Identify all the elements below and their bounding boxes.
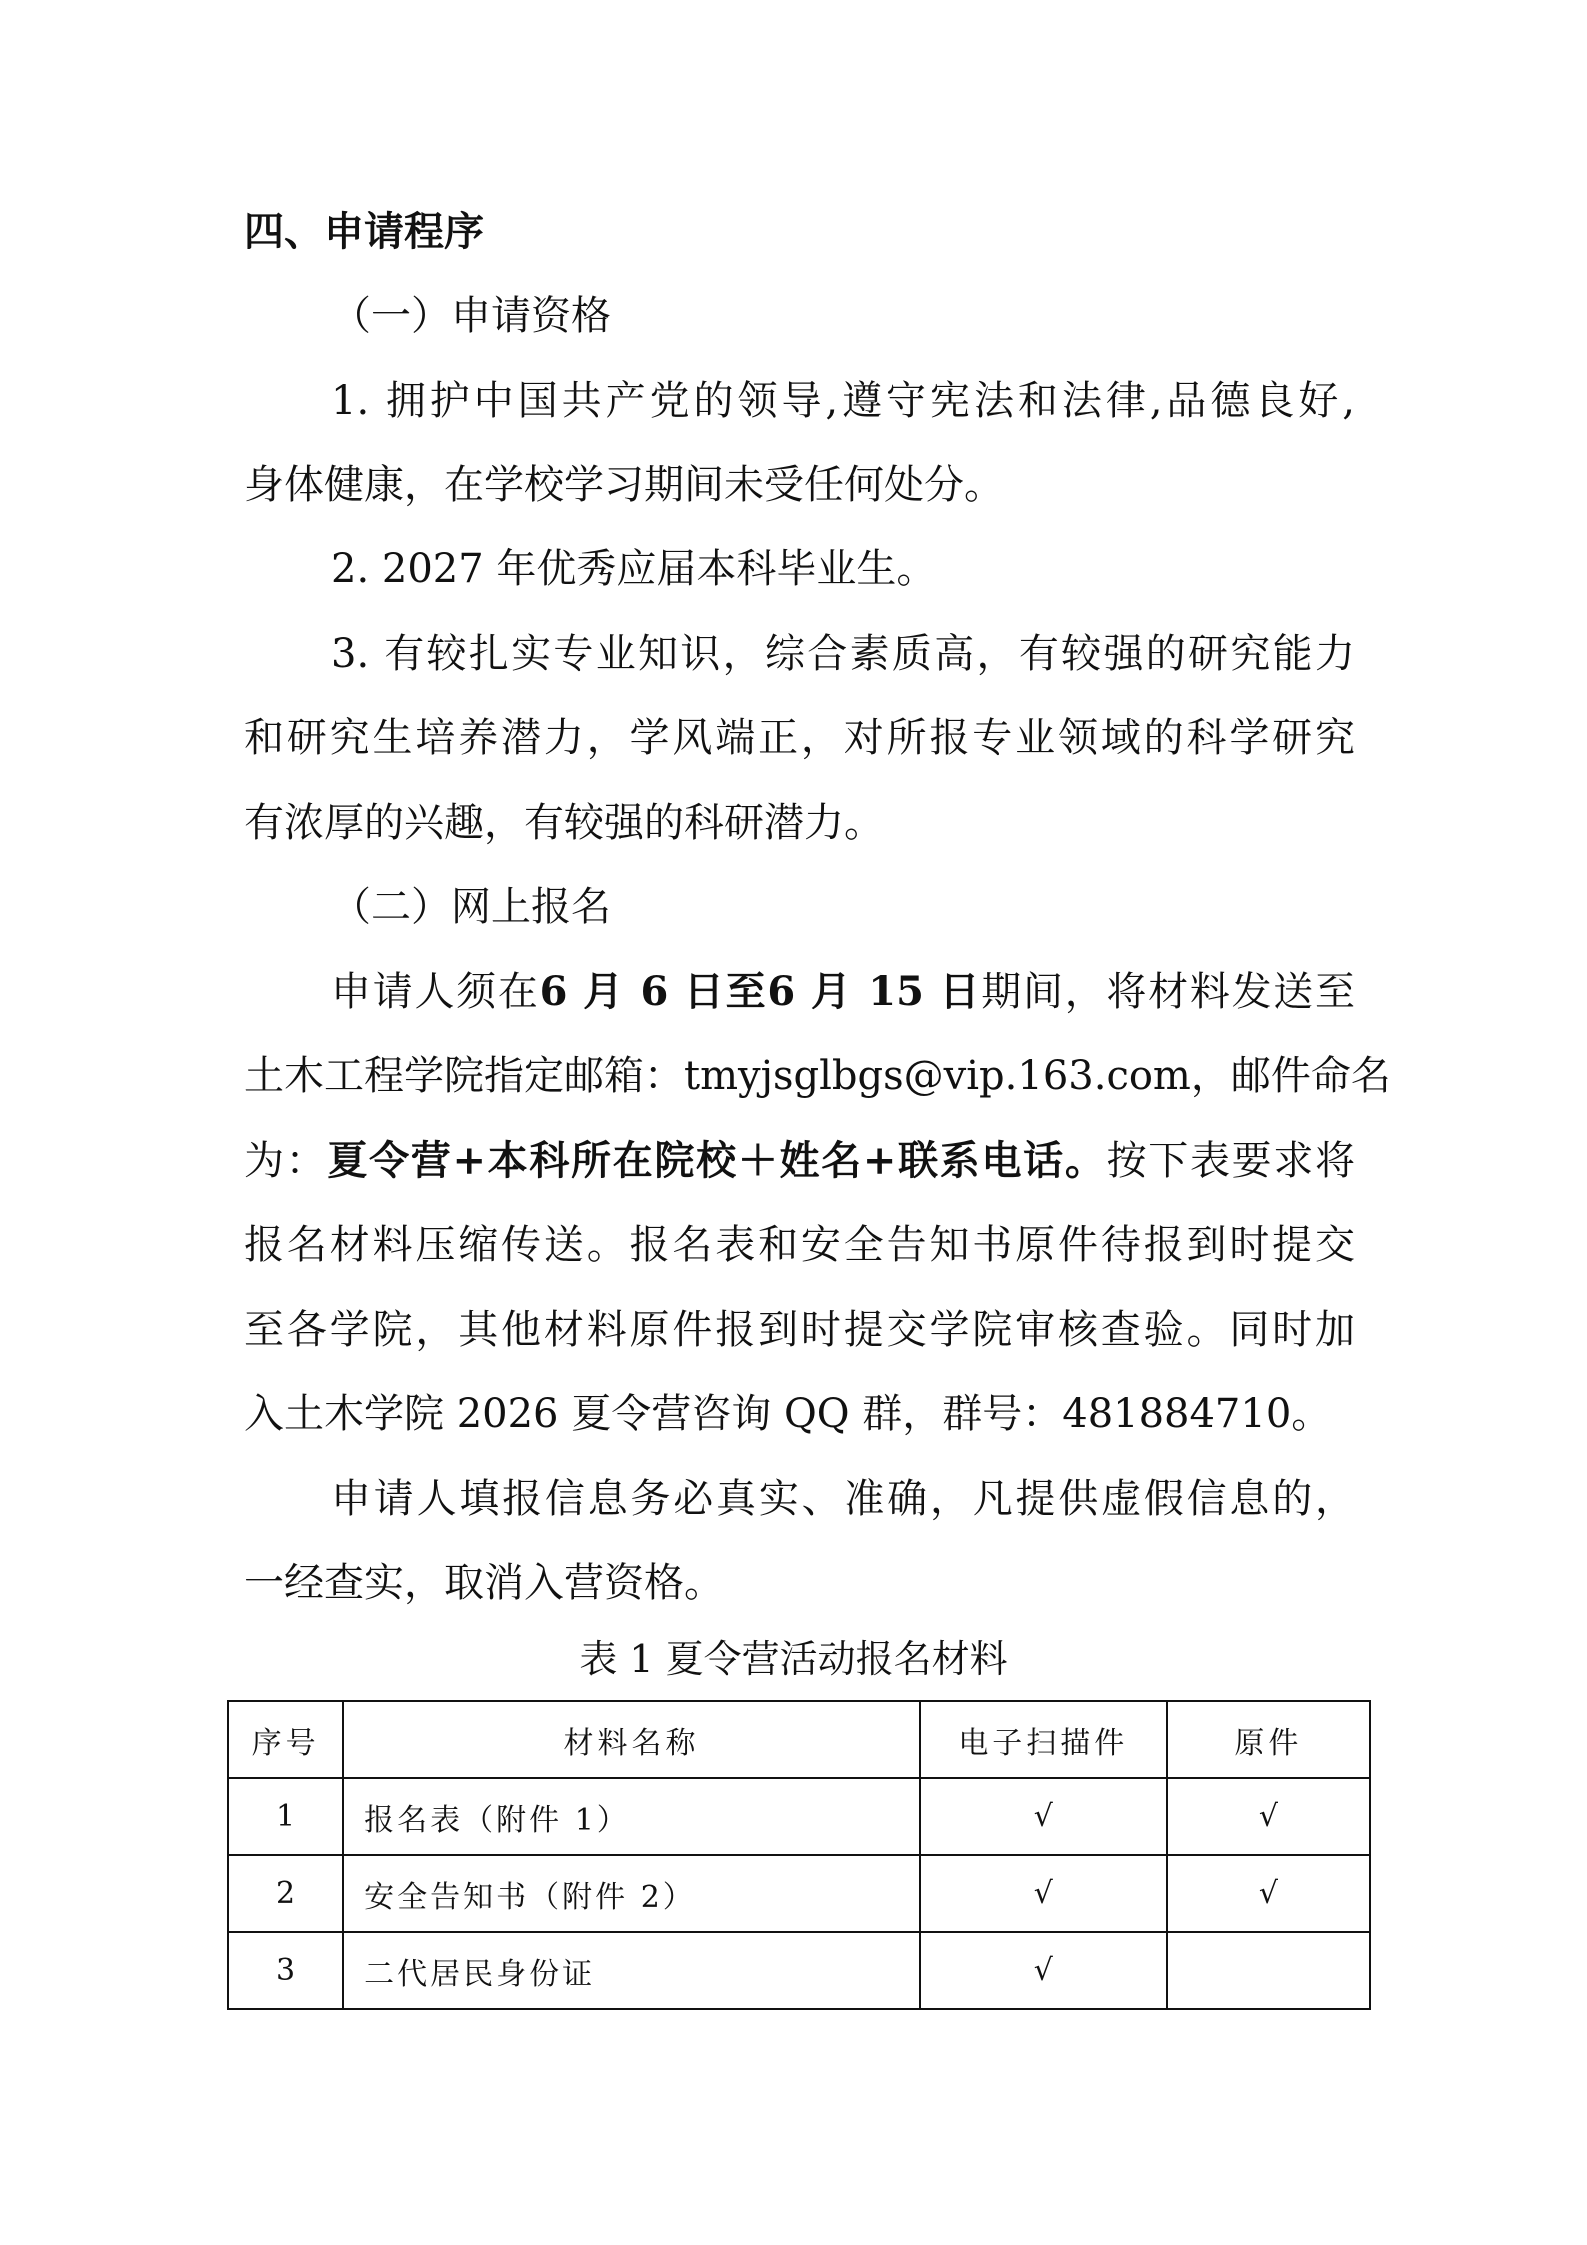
materials-table [227, 1700, 1371, 2010]
cell-original [1167, 1932, 1370, 2009]
cell-no: 3 [228, 1932, 343, 2009]
item3-line1: 3. 有较扎实专业知识，综合素质高，有较强的研究能力 [331, 631, 1355, 677]
item2: 2. 2027 年优秀应届本科毕业生。 [331, 546, 937, 592]
table-caption: 表 1 夏令营活动报名材料 [579, 1637, 1008, 1681]
reg-line6: 入土木学院 2026 夏令营咨询 QQ 群，群号：481884710。 [244, 1391, 1332, 1437]
subheading-online-registration: （二）网上报名 [331, 884, 611, 930]
item1-line1: 1. 拥护中国共产党的领导,遵守宪法和法律,品德良好, [331, 378, 1355, 424]
reg-text: 申请人须在 [331, 969, 540, 1015]
cell-no: 2 [228, 1855, 343, 1932]
reg-line8: 一经查实，取消入营资格。 [244, 1560, 724, 1606]
header-original: 原件 [1167, 1701, 1370, 1778]
cell-scan: √ [920, 1855, 1167, 1932]
date-start: 6 月 6 日 [539, 968, 726, 1015]
reg-line3 [244, 1137, 1355, 1185]
reg-line4: 报名材料压缩传送。报名表和安全告知书原件待报到时提交 [244, 1222, 1355, 1268]
header-no: 序号 [228, 1701, 343, 1778]
header-material-name: 材料名称 [343, 1701, 920, 1778]
date-end: 6 月 15 日 [767, 968, 982, 1015]
table-row [228, 1778, 1370, 1855]
reg-line2: 土木工程学院指定邮箱：tmyjsglbgs@vip.163.com，邮件命名 [244, 1053, 1391, 1099]
cell-scan: √ [920, 1932, 1167, 2009]
subheading-eligibility: （一）申请资格 [331, 293, 611, 339]
item1-line2: 身体健康，在学校学习期间未受任何处分。 [244, 462, 1004, 508]
item3-line3: 有浓厚的兴趣，有较强的科研潜力。 [244, 800, 884, 846]
reg-line5: 至各学院，其他材料原件报到时提交学院审核查验。同时加 [244, 1307, 1355, 1353]
section-heading: 四、申请程序 [244, 209, 484, 255]
reg-line1 [331, 968, 1355, 1016]
reg-line7: 申请人填报信息务必真实、准确，凡提供虚假信息的， [331, 1476, 1355, 1522]
reg-text: 为： [244, 1138, 328, 1184]
reg-text: 按下表要求将 [1106, 1138, 1356, 1184]
date-to: 至 [725, 968, 768, 1015]
table-row [228, 1932, 1370, 2009]
table-row [228, 1855, 1370, 1932]
reg-text: 期间，将材料发送至 [981, 969, 1356, 1015]
email-subject-format: 夏令营+本科所在院校＋姓名+联系电话。 [327, 1137, 1107, 1184]
table-header-row [228, 1701, 1370, 1778]
cell-no: 1 [228, 1778, 343, 1855]
header-scan: 电子扫描件 [920, 1701, 1167, 1778]
cell-name: 安全告知书（附件 2） [343, 1855, 920, 1932]
cell-scan: √ [920, 1778, 1167, 1855]
cell-original: √ [1167, 1855, 1370, 1932]
cell-original: √ [1167, 1778, 1370, 1855]
cell-name: 二代居民身份证 [343, 1932, 920, 2009]
cell-name: 报名表（附件 1） [343, 1778, 920, 1855]
item3-line2: 和研究生培养潜力，学风端正，对所报专业领域的科学研究 [244, 715, 1355, 761]
